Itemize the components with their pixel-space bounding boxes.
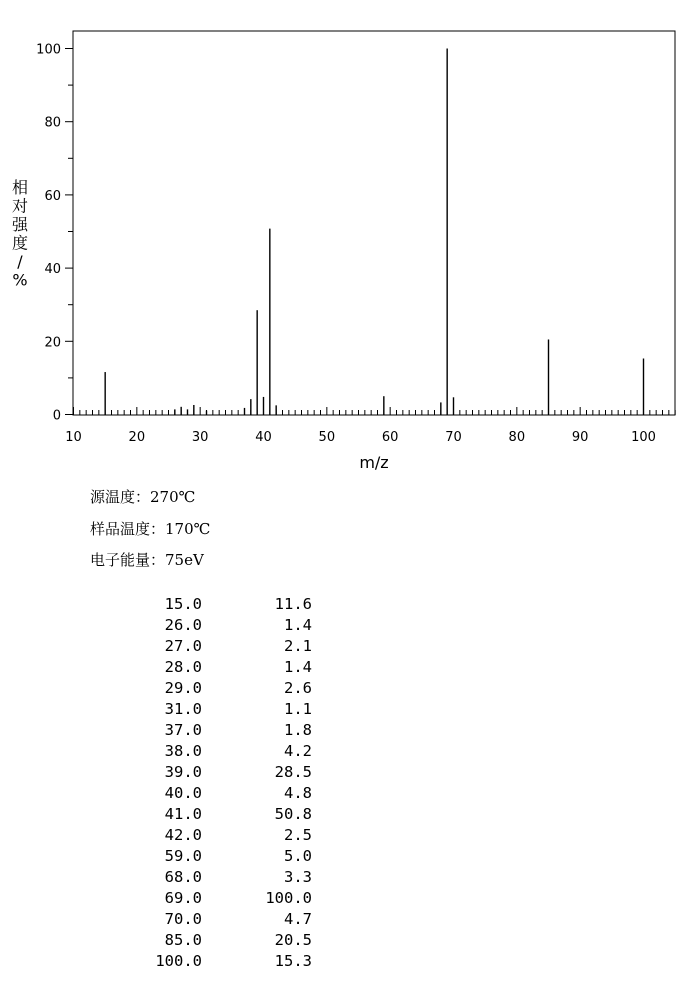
peak-row	[90, 888, 312, 909]
peak-row	[90, 657, 312, 678]
x-tick-label: 70	[445, 430, 462, 445]
peak-mz: 42.0	[164, 826, 202, 844]
y-tick-label: 100	[36, 42, 61, 58]
peak-mz: 85.0	[164, 931, 202, 949]
x-tick-label: 50	[318, 430, 336, 445]
peak-mz: 28.0	[164, 658, 202, 676]
peak-row	[90, 909, 312, 930]
source-temperature: 源温度：270℃	[90, 488, 196, 506]
x-tick-label: 30	[191, 430, 209, 445]
peak-intensity: 4.2	[284, 742, 312, 760]
x-axis-ticks	[65, 407, 675, 445]
peak-row	[90, 951, 312, 972]
x-tick-label: 80	[508, 430, 526, 445]
x-tick-label: 10	[65, 430, 82, 445]
peak-row	[90, 741, 312, 762]
x-tick-label: 60	[381, 430, 399, 445]
y-axis-ticks	[36, 43, 73, 424]
peak-row	[90, 615, 312, 636]
peak-row	[90, 825, 312, 846]
peak-mz: 40.0	[164, 784, 202, 802]
peak-intensity: 3.3	[284, 868, 312, 886]
peak-row	[90, 720, 312, 741]
peak-row	[90, 930, 312, 951]
peak-mz: 29.0	[164, 679, 202, 697]
peak-mz: 59.0	[164, 847, 202, 865]
peak-intensity: 100.0	[265, 889, 312, 907]
spectrum-peaks	[105, 49, 643, 415]
peak-row	[90, 699, 312, 720]
peak-mz: 70.0	[164, 910, 202, 928]
peak-intensity: 1.8	[284, 721, 312, 739]
peak-mz: 41.0	[164, 805, 202, 823]
peak-mz: 37.0	[164, 721, 202, 739]
peak-row	[90, 867, 312, 888]
peak-mz: 69.0	[164, 889, 202, 907]
peak-mz: 27.0	[164, 637, 202, 655]
peak-mz: 26.0	[164, 616, 202, 634]
y-axis-label: 相对强度/ %	[11, 178, 29, 290]
plot-frame	[73, 31, 675, 415]
peak-intensity: 2.1	[284, 637, 312, 655]
peak-mz: 100.0	[155, 952, 202, 970]
peak-list-table	[90, 594, 312, 972]
x-tick-label: 100	[631, 430, 656, 445]
peak-intensity: 50.8	[274, 805, 312, 823]
peak-intensity: 28.5	[274, 763, 312, 781]
peak-row	[90, 762, 312, 783]
mass-spectrum-chart	[0, 0, 696, 480]
y-tick-label: 60	[44, 188, 61, 204]
peak-intensity: 15.3	[274, 952, 312, 970]
y-tick-label: 80	[44, 115, 61, 131]
peak-intensity: 2.6	[284, 679, 312, 697]
peak-row	[90, 846, 312, 867]
peak-row	[90, 594, 312, 615]
x-tick-label: 40	[255, 430, 272, 445]
y-tick-label: 40	[44, 262, 61, 278]
peak-row	[90, 783, 312, 804]
y-tick-label: 0	[52, 408, 61, 424]
peak-intensity: 2.5	[284, 826, 312, 844]
peak-mz: 38.0	[164, 742, 202, 760]
x-axis-label: m/z	[359, 453, 389, 472]
peak-intensity: 20.5	[274, 931, 312, 949]
peak-intensity: 4.8	[284, 784, 312, 802]
peak-intensity: 1.1	[284, 700, 312, 718]
peak-mz: 15.0	[164, 595, 202, 613]
peak-mz: 39.0	[164, 763, 202, 781]
peak-intensity: 1.4	[284, 658, 312, 676]
y-tick-label: 20	[44, 335, 61, 351]
peak-intensity: 4.7	[284, 910, 312, 928]
acquisition-conditions	[90, 482, 210, 577]
sample-temperature: 样品温度：170℃	[90, 519, 211, 538]
peak-mz: 68.0	[164, 868, 202, 886]
peak-intensity: 1.4	[284, 616, 312, 634]
peak-intensity: 5.0	[284, 847, 312, 865]
x-tick-label: 20	[128, 430, 146, 445]
electron-energy: 电子能量：75eV	[90, 551, 204, 569]
peak-row	[90, 804, 312, 825]
x-tick-label: 90	[571, 430, 589, 445]
peak-mz: 31.0	[164, 700, 202, 718]
peak-intensity: 11.6	[274, 595, 312, 613]
peak-row	[90, 636, 312, 657]
peak-row	[90, 678, 312, 699]
